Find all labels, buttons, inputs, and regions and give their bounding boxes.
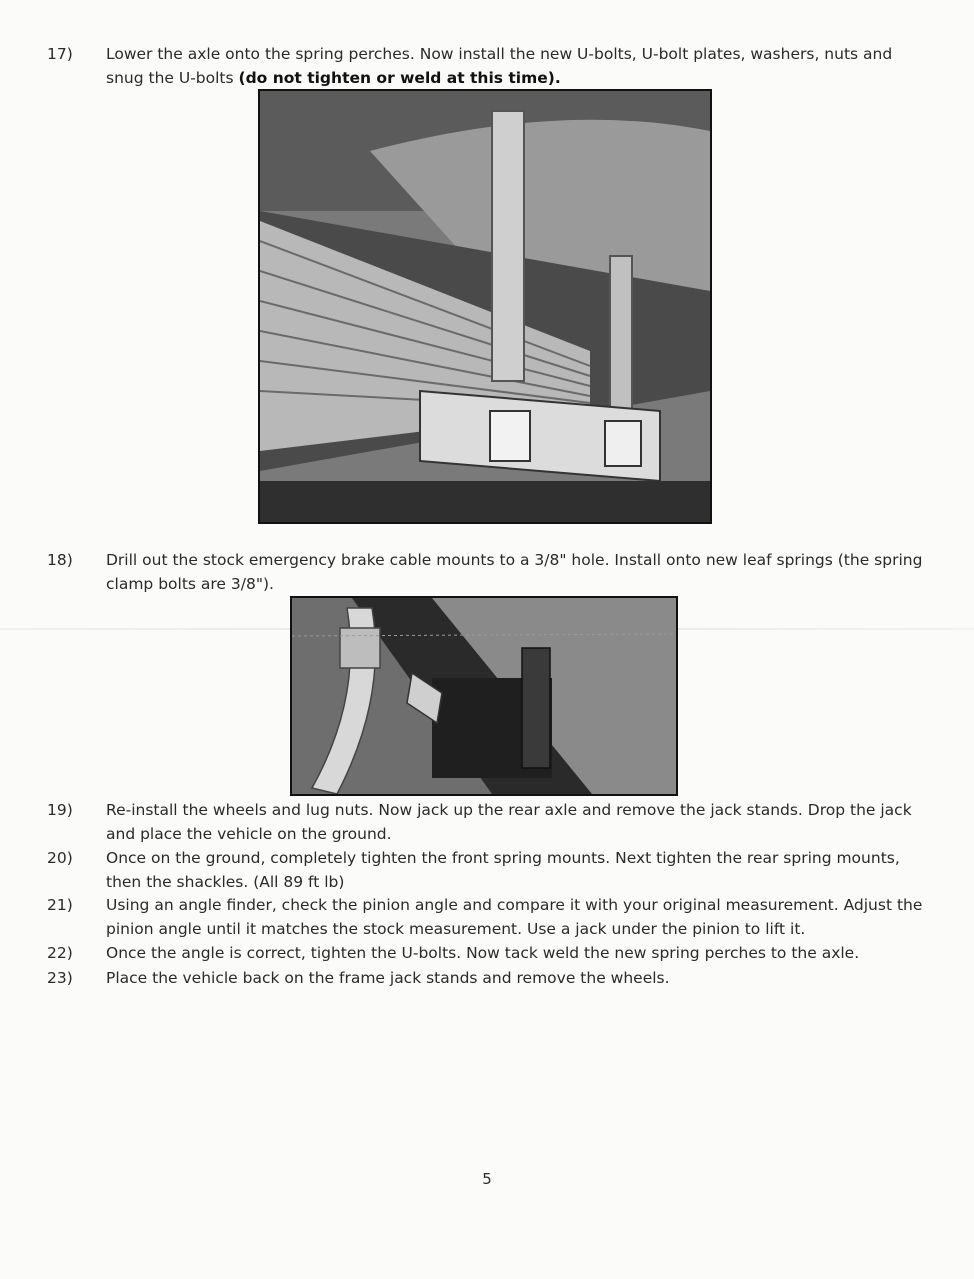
step-text: Once the angle is correct, tighten the U-bolts. Now tack weld the new spring perches to the axle. (106, 944, 860, 962)
u-bolt-installation-photo (258, 89, 712, 524)
step-17-warning: (do not tighten or weld at this time). (238, 69, 561, 87)
step-text: Re-install the wheels and lug nuts. Now jack up the rear axle and remove the jack stands. Drop the jack and place the vehicle on the ground. (106, 801, 912, 843)
step-text (106, 42, 926, 90)
step-text: Place the vehicle back on the frame jack stands and remove the wheels. (106, 969, 670, 987)
brake-cable-mount-photo (290, 596, 678, 796)
step-text: Using an angle finder, check the pinion angle and compare it with your original measurement. Adjust the pinion angle until it matches the stock measurement. Use a jack under the pinion to lift it. (106, 896, 923, 938)
page-number: 5 (482, 1170, 492, 1188)
step-number: 20) (47, 849, 73, 867)
step-text: Drill out the stock emergency brake cable mounts to a 3/8" hole. Install onto new leaf springs (the spring clamp bolts are 3/8"). (106, 551, 923, 593)
step-number: 22) (47, 944, 73, 962)
step-number: 18) (47, 551, 73, 569)
step-number: 21) (47, 896, 73, 914)
step-number: 23) (47, 969, 73, 987)
step-number: 17) (47, 45, 73, 63)
step-text: Once on the ground, completely tighten the front spring mounts. Next tighten the rear spring mounts, then the shackles. (All 89 ft lb) (106, 849, 900, 891)
step-17-text: Lower the axle onto the spring perches. Now install the new U-bolts, U-bolt plates, washers, nuts and snug the U-bolts (106, 45, 893, 87)
step-number: 19) (47, 801, 73, 819)
